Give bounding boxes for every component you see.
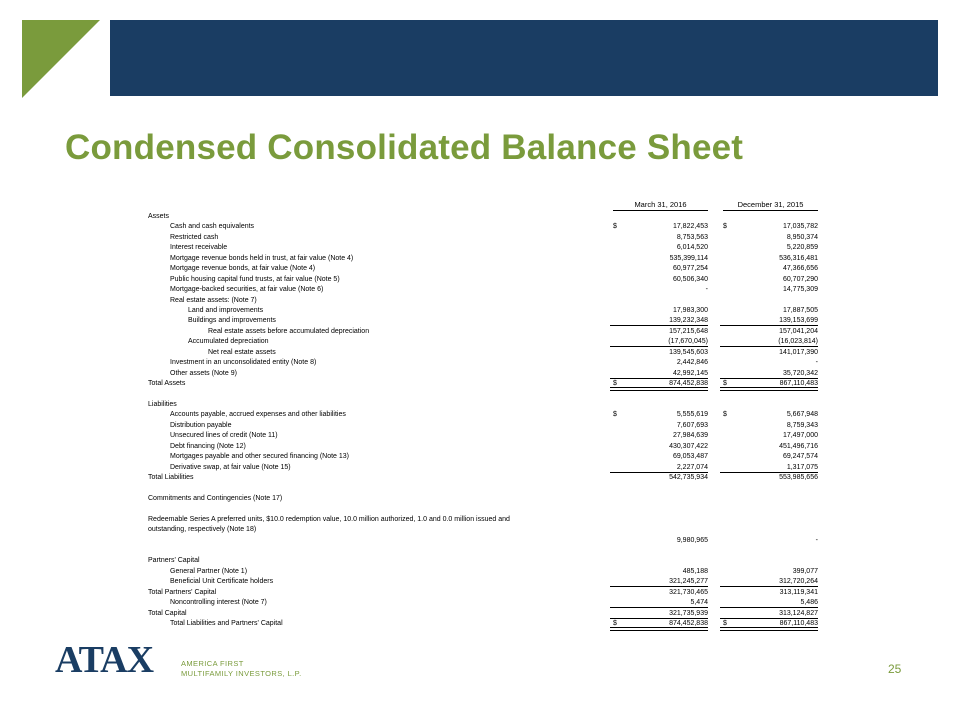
value-march-2016: 139,545,603 bbox=[669, 348, 708, 356]
row-label: Commitments and Contingencies (Note 17) bbox=[148, 494, 283, 502]
table-row bbox=[148, 619, 828, 629]
spacer-row bbox=[148, 504, 828, 514]
value-december-2015: 312,720,264 bbox=[723, 577, 818, 587]
row-label: Net real estate assets bbox=[208, 348, 276, 356]
value-march-2016: 42,992,145 bbox=[613, 369, 708, 379]
spacer-row bbox=[148, 389, 828, 399]
value-march-2016: 7,607,693 bbox=[676, 421, 708, 429]
column-header-march-2016: March 31, 2016 bbox=[613, 200, 708, 211]
currency-symbol: $ bbox=[723, 411, 727, 419]
row-label: Other assets (Note 9) bbox=[170, 369, 237, 377]
value-march-2016: 5,555,619 bbox=[676, 411, 708, 419]
value-december-2015: 313,124,827 bbox=[723, 609, 818, 619]
currency-symbol: $ bbox=[723, 620, 727, 628]
value-march-2016: 874,452,838 bbox=[613, 379, 708, 389]
row-label: General Partner (Note 1) bbox=[170, 567, 248, 575]
value-march-2016: 430,307,422 bbox=[669, 442, 708, 450]
row-label: Total Partners' Capital bbox=[148, 588, 217, 596]
table-row bbox=[148, 316, 828, 326]
table-row bbox=[148, 431, 828, 441]
row-label: Mortgage-backed securities, at fair value (Note 6) bbox=[170, 286, 324, 294]
row-label: Cash and cash equivalents bbox=[170, 223, 255, 231]
column-header-december-2015: December 31, 2015 bbox=[723, 200, 818, 211]
table-row bbox=[148, 296, 828, 306]
row-label: outstanding, respectively (Note 18) bbox=[148, 526, 257, 534]
currency-symbol: $ bbox=[613, 223, 617, 231]
table-row bbox=[148, 348, 828, 358]
table-row bbox=[148, 400, 828, 410]
value-december-2015: 867,110,483 bbox=[723, 619, 818, 629]
value-december-2015: - bbox=[815, 536, 818, 544]
page-title: Condensed Consolidated Balance Sheet bbox=[65, 128, 744, 167]
table-row bbox=[148, 567, 828, 577]
value-december-2015: 139,153,699 bbox=[723, 316, 818, 326]
value-december-2015: - bbox=[815, 359, 818, 367]
value-december-2015: 157,041,204 bbox=[779, 327, 818, 335]
table-row bbox=[148, 463, 828, 473]
table-row bbox=[148, 410, 828, 420]
row-label: Debt financing (Note 12) bbox=[170, 442, 246, 450]
table-row bbox=[148, 473, 828, 483]
value-december-2015: 17,497,000 bbox=[782, 432, 818, 440]
table-row bbox=[148, 212, 828, 222]
value-december-2015: 867,110,483 bbox=[723, 379, 818, 389]
currency-symbol: $ bbox=[613, 620, 617, 628]
row-label: Buildings and improvements bbox=[188, 317, 276, 325]
value-march-2016: 535,399,114 bbox=[669, 254, 708, 262]
value-december-2015: 5,486 bbox=[723, 598, 818, 608]
value-december-2015: 451,496,716 bbox=[779, 442, 818, 450]
spacer-row bbox=[148, 483, 828, 493]
spacer-row bbox=[148, 546, 828, 556]
value-december-2015: 1,317,075 bbox=[723, 463, 818, 473]
row-label: Beneficial Unit Certificate holders bbox=[170, 578, 274, 586]
table-row bbox=[148, 327, 828, 337]
row-label: Noncontrolling interest (Note 7) bbox=[170, 599, 267, 607]
value-december-2015: 553,985,656 bbox=[779, 473, 818, 481]
table-row bbox=[148, 233, 828, 243]
value-december-2015: 5,220,859 bbox=[786, 244, 818, 252]
value-december-2015: 17,887,505 bbox=[782, 306, 818, 314]
row-label: Mortgage revenue bonds held in trust, at fair value (Note 4) bbox=[170, 254, 354, 262]
value-december-2015: 313,119,341 bbox=[779, 588, 818, 596]
row-label: Accumulated depreciation bbox=[188, 338, 269, 346]
table-row bbox=[148, 609, 828, 619]
value-march-2016: 542,735,934 bbox=[669, 473, 708, 481]
value-march-2016: 17,983,300 bbox=[672, 306, 708, 314]
value-december-2015: 8,950,374 bbox=[786, 233, 818, 241]
row-label: Total Liabilities and Partners' Capital bbox=[170, 620, 283, 628]
table-row bbox=[148, 556, 828, 566]
value-march-2016: (17,670,045) bbox=[613, 337, 708, 347]
value-december-2015: 8,759,343 bbox=[786, 421, 818, 429]
table-row bbox=[148, 358, 828, 368]
value-march-2016: 321,245,277 bbox=[613, 577, 708, 587]
row-label: Liabilities bbox=[148, 400, 177, 408]
value-march-2016: 139,232,348 bbox=[613, 316, 708, 326]
table-row bbox=[148, 379, 828, 389]
row-label: Unsecured lines of credit (Note 11) bbox=[170, 432, 278, 440]
value-march-2016: - bbox=[705, 286, 708, 294]
row-label: Public housing capital fund trusts, at fair value (Note 5) bbox=[170, 275, 340, 283]
row-label: Total Capital bbox=[148, 609, 187, 617]
row-label: Investment in an unconsolidated entity (Note 8) bbox=[170, 359, 317, 367]
balance-sheet-table bbox=[148, 200, 828, 630]
row-label: Mortgages payable and other secured financing (Note 13) bbox=[170, 453, 349, 461]
value-march-2016: 2,227,074 bbox=[613, 463, 708, 473]
value-march-2016: 60,977,254 bbox=[672, 265, 708, 273]
table-row bbox=[148, 525, 828, 535]
table-row bbox=[148, 536, 828, 546]
table-row bbox=[148, 588, 828, 598]
table-row bbox=[148, 442, 828, 452]
value-march-2016: 9,980,965 bbox=[676, 536, 708, 544]
value-december-2015: (16,023,814) bbox=[723, 337, 818, 347]
table-row bbox=[148, 275, 828, 285]
row-label: Real estate assets: (Note 7) bbox=[170, 296, 257, 304]
value-march-2016: 157,215,648 bbox=[669, 327, 708, 335]
value-march-2016: 8,753,563 bbox=[676, 233, 708, 241]
column-header-row bbox=[148, 200, 828, 212]
table-row bbox=[148, 264, 828, 274]
value-march-2016: 874,452,838 bbox=[613, 619, 708, 629]
row-label: Interest receivable bbox=[170, 244, 228, 252]
table-row bbox=[148, 577, 828, 587]
table-row bbox=[148, 285, 828, 295]
row-label: Partners' Capital bbox=[148, 557, 200, 565]
row-label: Accounts payable, accrued expenses and other liabilities bbox=[170, 411, 346, 419]
table-row bbox=[148, 369, 828, 379]
row-label: Real estate assets before accumulated depreciation bbox=[208, 327, 370, 335]
row-label: Distribution payable bbox=[170, 421, 232, 429]
value-december-2015: 47,366,656 bbox=[782, 265, 818, 273]
table-body bbox=[148, 212, 828, 630]
value-december-2015: 17,035,782 bbox=[782, 223, 818, 231]
value-december-2015: 35,720,342 bbox=[723, 369, 818, 379]
value-march-2016: 69,053,487 bbox=[672, 453, 708, 461]
value-march-2016: 6,014,520 bbox=[676, 244, 708, 252]
row-label: Restricted cash bbox=[170, 233, 219, 241]
table-row bbox=[148, 598, 828, 608]
corner-triangle bbox=[22, 20, 100, 98]
currency-symbol: $ bbox=[613, 380, 617, 387]
table-row bbox=[148, 421, 828, 431]
value-march-2016: 2,442,846 bbox=[676, 359, 708, 367]
company-name bbox=[181, 659, 302, 679]
value-december-2015: 536,316,481 bbox=[779, 254, 818, 262]
value-march-2016: 5,474 bbox=[613, 598, 708, 608]
value-december-2015: 14,775,309 bbox=[782, 286, 818, 294]
value-march-2016: 27,984,639 bbox=[672, 432, 708, 440]
value-december-2015: 141,017,390 bbox=[779, 348, 818, 356]
value-december-2015: 399,077 bbox=[792, 567, 818, 575]
value-march-2016: 321,735,939 bbox=[613, 609, 708, 619]
company-name-line2: MULTIFAMILY INVESTORS, L.P. bbox=[181, 669, 302, 678]
row-label: Derivative swap, at fair value (Note 15) bbox=[170, 463, 291, 471]
table-row bbox=[148, 337, 828, 347]
value-march-2016: 485,188 bbox=[682, 567, 708, 575]
header-banner bbox=[110, 20, 938, 96]
row-label: Assets bbox=[148, 213, 170, 220]
atax-logo: ATAX bbox=[55, 639, 154, 681]
value-march-2016: 321,730,465 bbox=[669, 588, 708, 596]
row-label: Land and improvements bbox=[188, 306, 264, 314]
page-number: 25 bbox=[888, 662, 902, 676]
table-row bbox=[148, 494, 828, 504]
table-row bbox=[148, 515, 828, 525]
table-row bbox=[148, 306, 828, 316]
currency-symbol: $ bbox=[723, 380, 727, 387]
table-row bbox=[148, 254, 828, 264]
currency-symbol: $ bbox=[613, 411, 617, 419]
row-label: Redeemable Series A preferred units, $10.0 redemption value, 10.0 million authorized, 1.0 and 0.0 million issued and bbox=[148, 515, 510, 523]
row-label: Mortgage revenue bonds, at fair value (Note 4) bbox=[170, 265, 316, 273]
table-row bbox=[148, 243, 828, 253]
value-march-2016: 60,506,340 bbox=[672, 275, 708, 283]
value-december-2015: 5,667,948 bbox=[786, 411, 818, 419]
company-name-line1: AMERICA FIRST bbox=[181, 659, 244, 668]
table-row bbox=[148, 222, 828, 232]
row-label: Total Liabilities bbox=[148, 473, 194, 481]
value-december-2015: 60,707,290 bbox=[782, 275, 818, 283]
table-row bbox=[148, 452, 828, 462]
value-march-2016: 17,822,453 bbox=[672, 223, 708, 231]
value-december-2015: 69,247,574 bbox=[782, 453, 818, 461]
row-label: Total Assets bbox=[148, 380, 186, 387]
currency-symbol: $ bbox=[723, 223, 727, 231]
